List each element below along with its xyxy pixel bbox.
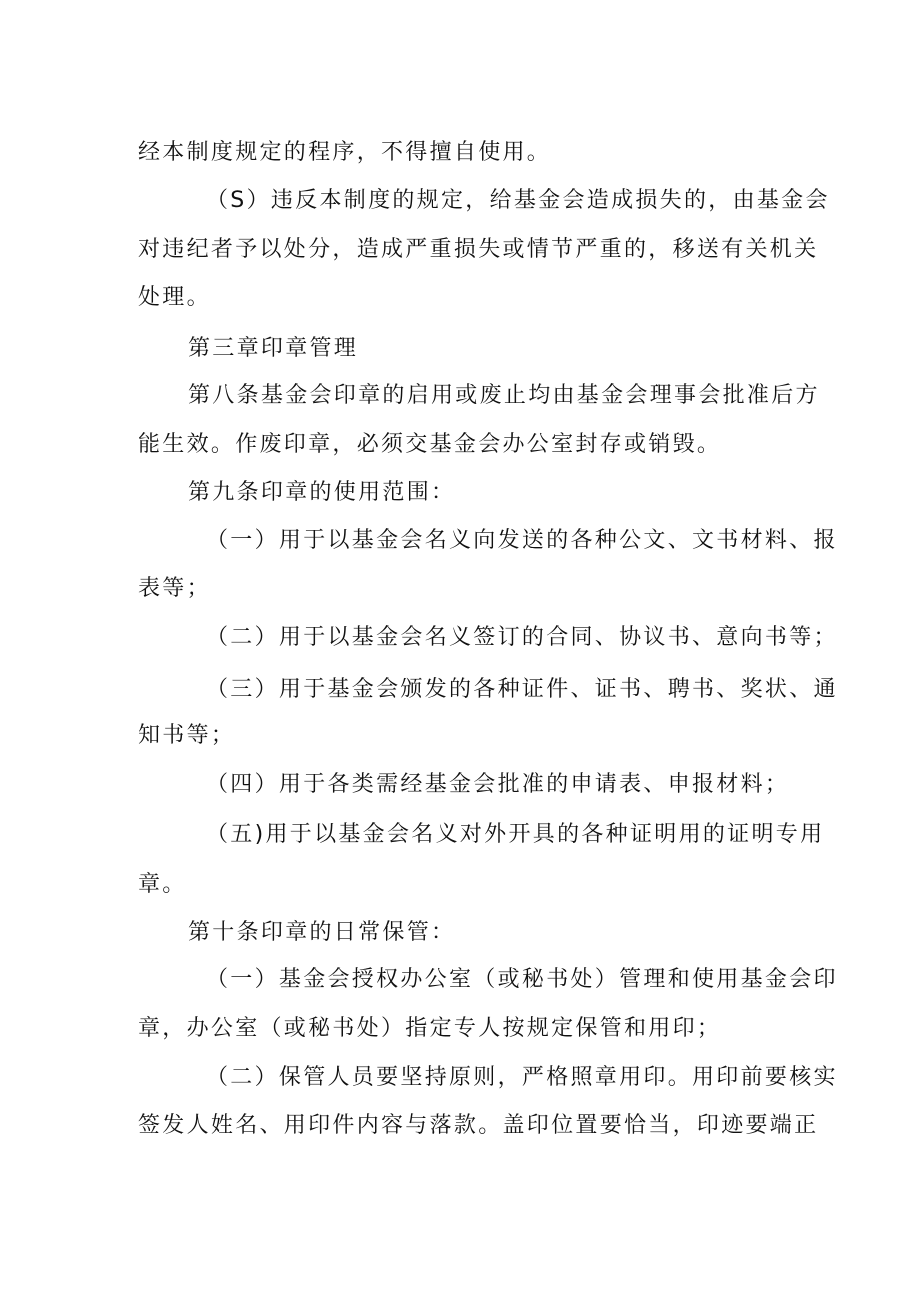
article-heading: 第十条印章的日常保管： [188,920,456,945]
text-line: 能生效。作废印章，必须交基金会办公室封存或销毁。 [138,432,722,457]
article-heading: 第九条印章的使用范围： [188,480,456,505]
text-line: 知书等； [138,723,236,748]
list-item: （二）保管人员要坚持原则，严格照章用印。用印前要核实 [206,1065,838,1090]
list-item: （二）用于以基金会名义签订的合同、协议书、意向书等； [206,625,838,650]
text-line: （S）违反本制度的规定，给基金会造成损失的，由基金会 [206,188,830,213]
chapter-heading: 第三章印章管理 [188,336,359,361]
text-line: 签发人姓名、用印件内容与落款。盖印位置要恰当，印迹要端正 [138,1113,819,1138]
text-line: 章。 [138,872,187,897]
list-item: （三）用于基金会颁发的各种证件、证书、聘书、奖状、通 [206,677,838,702]
list-item: （五)用于以基金会名义对外开具的各种证明用的证明专用 [206,822,825,847]
list-item: （一）用于以基金会名义向发送的各种公文、文书材料、报 [206,528,838,553]
list-item: （四）用于各类需经基金会批准的申请表、申报材料； [206,772,790,797]
text-line: 经本制度规定的程序，不得擅自使用。 [138,140,552,165]
article-heading: 第八条基金会印章的启用或废止均由基金会理事会批准后方 [188,383,820,408]
text-line: 处理。 [138,285,211,310]
text-line: 对违纪者予以处分，造成严重损失或情节严重的，移送有关机关 [138,237,819,262]
text-line: 表等； [138,576,211,601]
list-item: （一）基金会授权办公室（或秘书处）管理和使用基金会印 [206,967,838,992]
text-line: 章，办公室（或秘书处）指定专人按规定保管和用印； [138,1016,722,1041]
